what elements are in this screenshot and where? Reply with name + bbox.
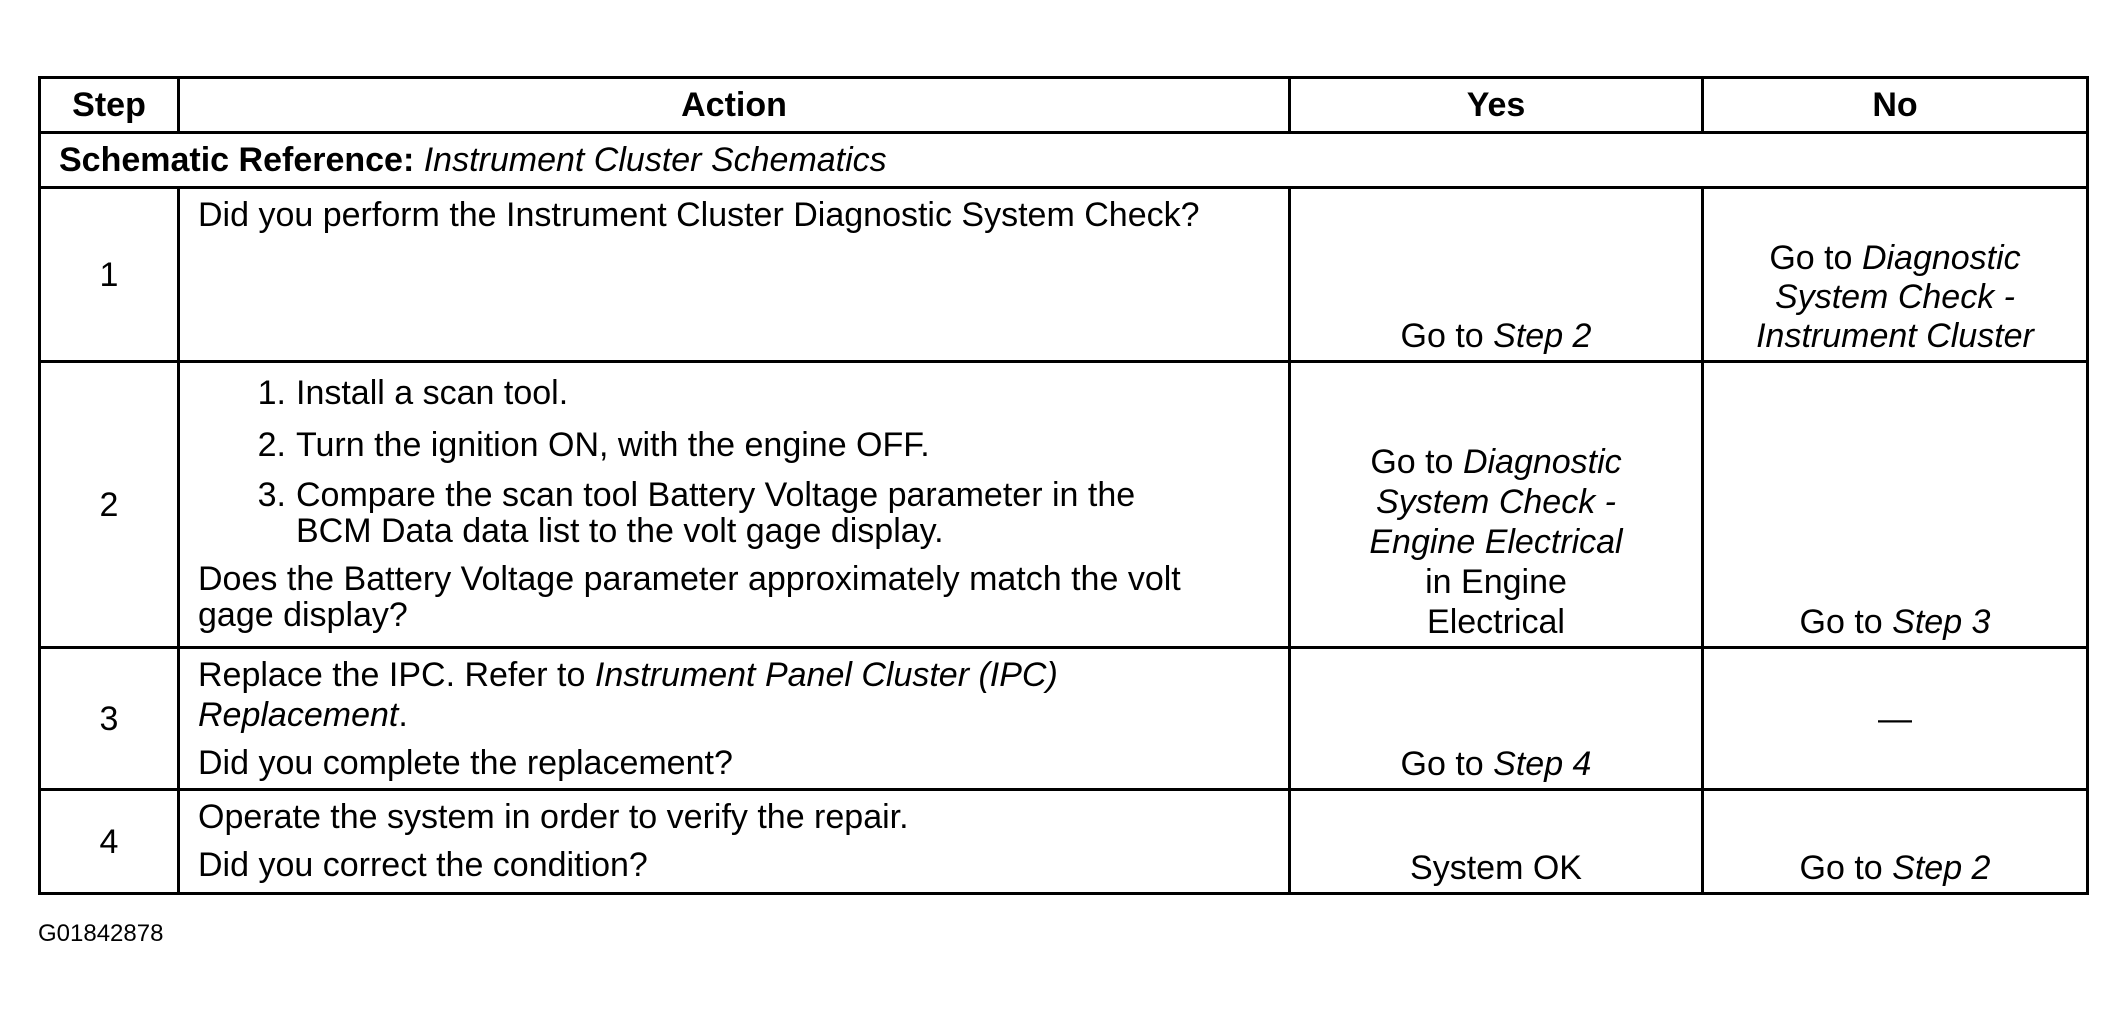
no-prefix: Go to: [1799, 603, 1883, 641]
action-question-line-2: gage display?: [198, 596, 408, 634]
substep-number: 2.: [257, 426, 286, 464]
yes-cell: [1290, 790, 1703, 894]
yes-line-1: [1291, 442, 1701, 482]
table-row: [40, 188, 2088, 362]
list-item: [198, 373, 1270, 413]
action-link-part-2[interactable]: Replacement: [198, 696, 399, 734]
schematic-reference-link[interactable]: Instrument Cluster Schematics: [423, 141, 887, 179]
yes-prefix: Go to: [1400, 317, 1484, 355]
action-text-line-2: Replacement.: [198, 696, 408, 734]
action-question: Did you correct the condition?: [198, 846, 648, 884]
yes-result: System OK: [1410, 849, 1582, 887]
action-text-prefix: Replace the IPC. Refer to: [198, 656, 586, 694]
no-cell: [1703, 188, 2088, 362]
step-number: 1: [40, 188, 179, 362]
header-row: [40, 78, 2088, 133]
header-action: Action: [179, 78, 1290, 133]
step-number: 4: [40, 790, 179, 894]
schematic-reference-label: Schematic Reference:: [59, 141, 415, 179]
table-row: [40, 790, 2088, 894]
no-cell: [1703, 648, 2088, 790]
yes-link-part-1[interactable]: Diagnostic: [1462, 443, 1622, 481]
no-prefix: Go to: [1799, 849, 1883, 887]
step-number: 3: [40, 648, 179, 790]
yes-prefix: Go to: [1400, 745, 1484, 783]
action-question: [198, 561, 1270, 633]
no-link-part-3[interactable]: Instrument Cluster: [1756, 317, 2034, 355]
yes-cell: [1290, 362, 1703, 648]
no-line-1: [1704, 239, 2086, 278]
no-cell: [1703, 790, 2088, 894]
step-number: 2: [40, 362, 179, 648]
action-cell: [179, 362, 1290, 648]
action-text-line-1: [198, 655, 1270, 695]
yes-step-link[interactable]: Step 2: [1493, 317, 1592, 355]
table-row: [40, 362, 2088, 648]
substep-number: 1.: [257, 374, 286, 412]
action-cell: [179, 790, 1290, 894]
no-link-part-2[interactable]: System Check -: [1775, 278, 2015, 316]
substep-text: Install a scan tool.: [296, 374, 569, 412]
action-link-part-1[interactable]: Instrument Panel Cluster (IPC): [594, 656, 1058, 694]
yes-cell: [1290, 188, 1703, 362]
yes-link-part-3[interactable]: Engine Electrical: [1369, 523, 1623, 561]
header-no: No: [1703, 78, 2088, 133]
substep-number: 3.: [257, 476, 286, 514]
yes-link-part-2[interactable]: System Check -: [1376, 483, 1616, 521]
substep-text-line-1: Compare the scan tool Battery Voltage parameter in the: [296, 476, 1136, 514]
schematic-reference-row: [40, 133, 2088, 188]
list-item: [198, 425, 1270, 465]
no-link-part-1[interactable]: Diagnostic: [1861, 239, 2021, 277]
substep-list: [198, 373, 1270, 549]
no-prefix: Go to: [1769, 239, 1853, 277]
substep-text-line-2: BCM Data data list to the volt gage display.: [296, 512, 944, 550]
action-question: Did you perform the Instrument Cluster Diagnostic System Check?: [198, 196, 1200, 234]
no-step-link[interactable]: Step 3: [1892, 603, 1991, 641]
yes-step-link[interactable]: Step 4: [1493, 745, 1592, 783]
yes-prefix: Go to: [1370, 443, 1454, 481]
yes-cell: [1290, 648, 1703, 790]
yes-suffix-2: Electrical: [1427, 603, 1565, 641]
schematic-reference-cell: [40, 133, 2088, 188]
list-item: [198, 477, 1270, 549]
no-dash: —: [1878, 699, 1912, 738]
action-cell: [179, 188, 1290, 362]
substep-text: Turn the ignition ON, with the engine OFF.: [296, 426, 930, 464]
figure-id: G01842878: [38, 920, 164, 947]
header-step: Step: [40, 78, 179, 133]
action-text: Operate the system in order to verify the repair.: [198, 798, 909, 836]
substep-text: [296, 477, 1135, 549]
header-yes: Yes: [1290, 78, 1703, 133]
action-question: Did you complete the replacement?: [198, 744, 733, 782]
table-row: [40, 648, 2088, 790]
no-cell: [1703, 362, 2088, 648]
action-cell: [179, 648, 1290, 790]
action-question-line-1: Does the Battery Voltage parameter approximately match the volt: [198, 560, 1181, 598]
no-step-link[interactable]: Step 2: [1892, 849, 1991, 887]
diagnostic-table: [38, 76, 2089, 895]
yes-suffix-1: in Engine: [1425, 563, 1567, 601]
